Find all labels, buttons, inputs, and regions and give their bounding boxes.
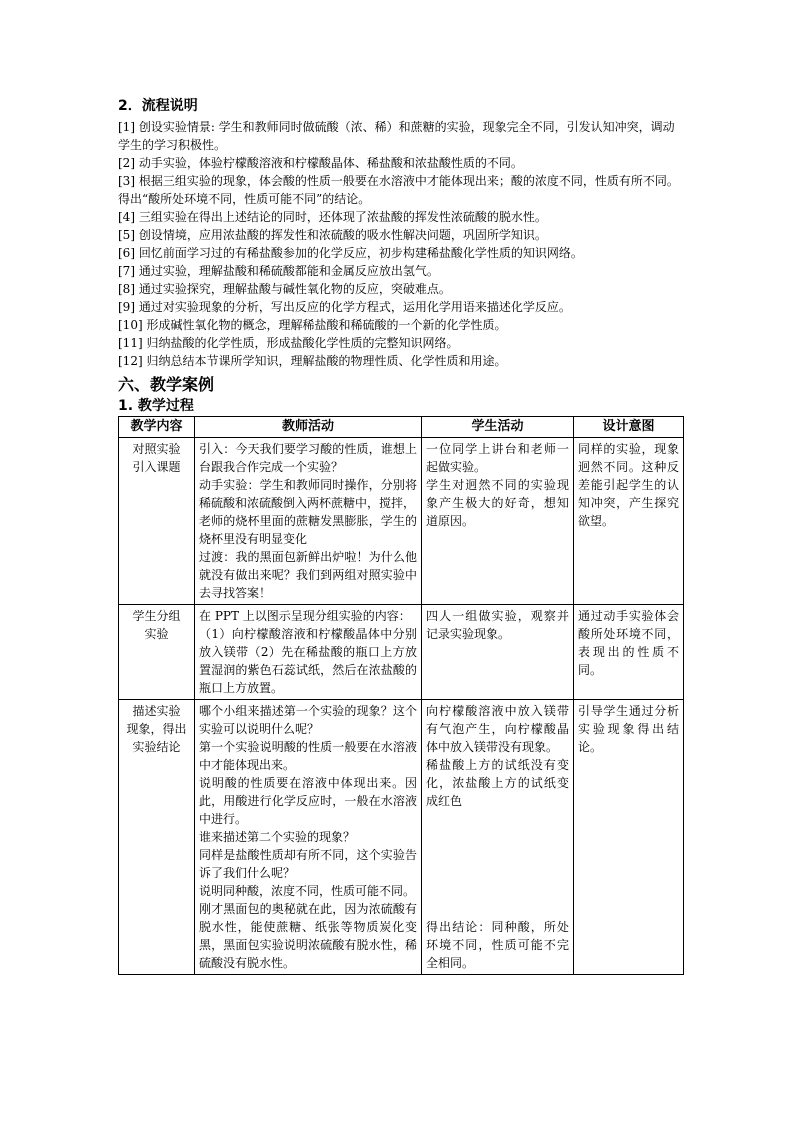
flow-item: [1] 创设实验情景: 学生和教师同时做硫酸（浓、稀）和蔗糖的实验，现象完全不同，引发认知冲突，调动学生的学习积极性。: [118, 120, 675, 152]
header-content: 教学内容: [119, 417, 195, 438]
row-teacher: 哪个小组来描述第一个实验的现象？这个实验可以说明什么呢？ 第一个实验说明酸的性质一般要在水溶液中才能体现出来。 说明酸的性质要在溶液中体现出来。因此，用酸进行化学反应时，一般在水溶液中进行。 谁来描述第二个实验的现象？ 同样是盐酸性质却有所不同，这个实验告诉了我们什么呢？ 说明同种酸，浓度不同，性质可能不同。 刚才黑面包的奥秘就在此，因为浓硫酸有脱水性，能使蔗糖、纸张等物质炭化变黑，黑面包实验说明浓硫酸有脱水性，稀硫酸没有脱水性。: [195, 700, 422, 975]
flow-item: [3] 根据三组实验的现象，体会酸的性质一般要在水溶液中才能体现出来；酸的浓度不同，性质有所不同。得出“酸所处环境不同，性质可能不同”的结论。: [118, 174, 679, 206]
row-design: 通过动手实验体会酸所处环境不同，表现出的性质不同。: [574, 605, 684, 700]
flow-item: [2] 动手实验，体验柠檬酸溶液和柠檬酸晶体、稀盐酸和浓盐酸性质的不同。: [118, 156, 523, 170]
document-page: [118, 96, 683, 975]
flow-item: [5] 创设情境，应用浓盐酸的挥发性和浓硫酸的吸水性解决问题，巩固所学知识。: [118, 228, 547, 242]
table-header-row: [119, 417, 684, 438]
subsection-title: 1. 教学过程: [118, 398, 194, 414]
row-student: 一位同学上讲台和老师一起做实验。 学生对迥然不同的实验现象产生极大的好奇，想知道原因。: [422, 438, 574, 605]
flow-list: [118, 118, 683, 370]
row-teacher: 引入：今天我们要学习酸的性质，谁想上台跟我合作完成一个实验？ 动手实验：学生和教师同时操作，分别将稀硫酸和浓硫酸倒入两杯蔗糖中，搅拌， 老师的烧杯里面的蔗糖发黑膨胀，学生的烧杯里没有明显变化 过渡：我的黑面包新鲜出炉啦！为什么他就没有做出来呢？我们到两组对照实验中去寻找答案！: [195, 438, 422, 605]
table-row: [119, 700, 684, 975]
table-row: [119, 438, 684, 605]
flow-item: [7] 通过实验，理解盐酸和稀硫酸都能和金属反应放出氢气。: [118, 264, 439, 278]
row-content: 对照实验 引入课题: [119, 438, 195, 605]
row-student: 四人一组做实验，观察并记录实验现象。: [422, 605, 574, 700]
flow-item: [9] 通过对实验现象的分析，写出反应的化学方程式，运用化学用语来描述化学反应。: [118, 300, 571, 314]
flow-item: [11] 归纳盐酸的化学性质，形成盐酸化学性质的完整知识网络。: [118, 336, 459, 350]
section-title: 六、教学案例: [118, 375, 215, 394]
header-teacher: 教师活动: [195, 417, 422, 438]
flow-title: 2．流程说明: [118, 98, 198, 114]
row-student: 向柠檬酸溶液中放入镁带有气泡产生，向柠檬酸晶体中放入镁带没有现象。 稀盐酸上方的试纸没有变化，浓盐酸上方的试纸变成红色 得出结论：同种酸，所处环境不同，性质可能不完全相同。: [422, 700, 574, 975]
header-design: 设计意图: [574, 417, 684, 438]
row-content: 学生分组 实验: [119, 605, 195, 700]
row-teacher: 在 PPT 上以图示呈现分组实验的内容： （1）向柠檬酸溶液和柠檬酸晶体中分别放入镁带（2）先在稀盐酸的瓶口上方放置湿润的紫色石蕊试纸，然后在浓盐酸的瓶口上方放置。: [195, 605, 422, 700]
row-design: 同样的实验，现象迥然不同。这种反差能引起学生的认知冲突，产生探究欲望。: [574, 438, 684, 605]
flow-item: [4] 三组实验在得出上述结论的同时，还体现了浓盐酸的挥发性浓硫酸的脱水性。: [118, 210, 547, 224]
header-student: 学生活动: [422, 417, 574, 438]
flow-item: [12] 归纳总结本节课所学知识，理解盐酸的物理性质、化学性质和用途。: [118, 354, 507, 368]
teaching-process-table: [118, 416, 684, 975]
row-content: 描述实验 现象，得出 实验结论: [119, 700, 195, 975]
flow-item: [6] 回忆前面学习过的有稀盐酸参加的化学反应，初步构建稀盐酸化学性质的知识网络。: [118, 246, 583, 260]
table-row: [119, 605, 684, 700]
row-design: 引导学生通过分析实验现象得出结论。: [574, 700, 684, 975]
flow-item: [10] 形成碱性氧化物的概念，理解稀盐酸和稀硫酸的一个新的化学性质。: [118, 318, 507, 332]
flow-item: [8] 通过实验探究，理解盐酸与碱性氧化物的反应，突破难点。: [118, 282, 451, 296]
